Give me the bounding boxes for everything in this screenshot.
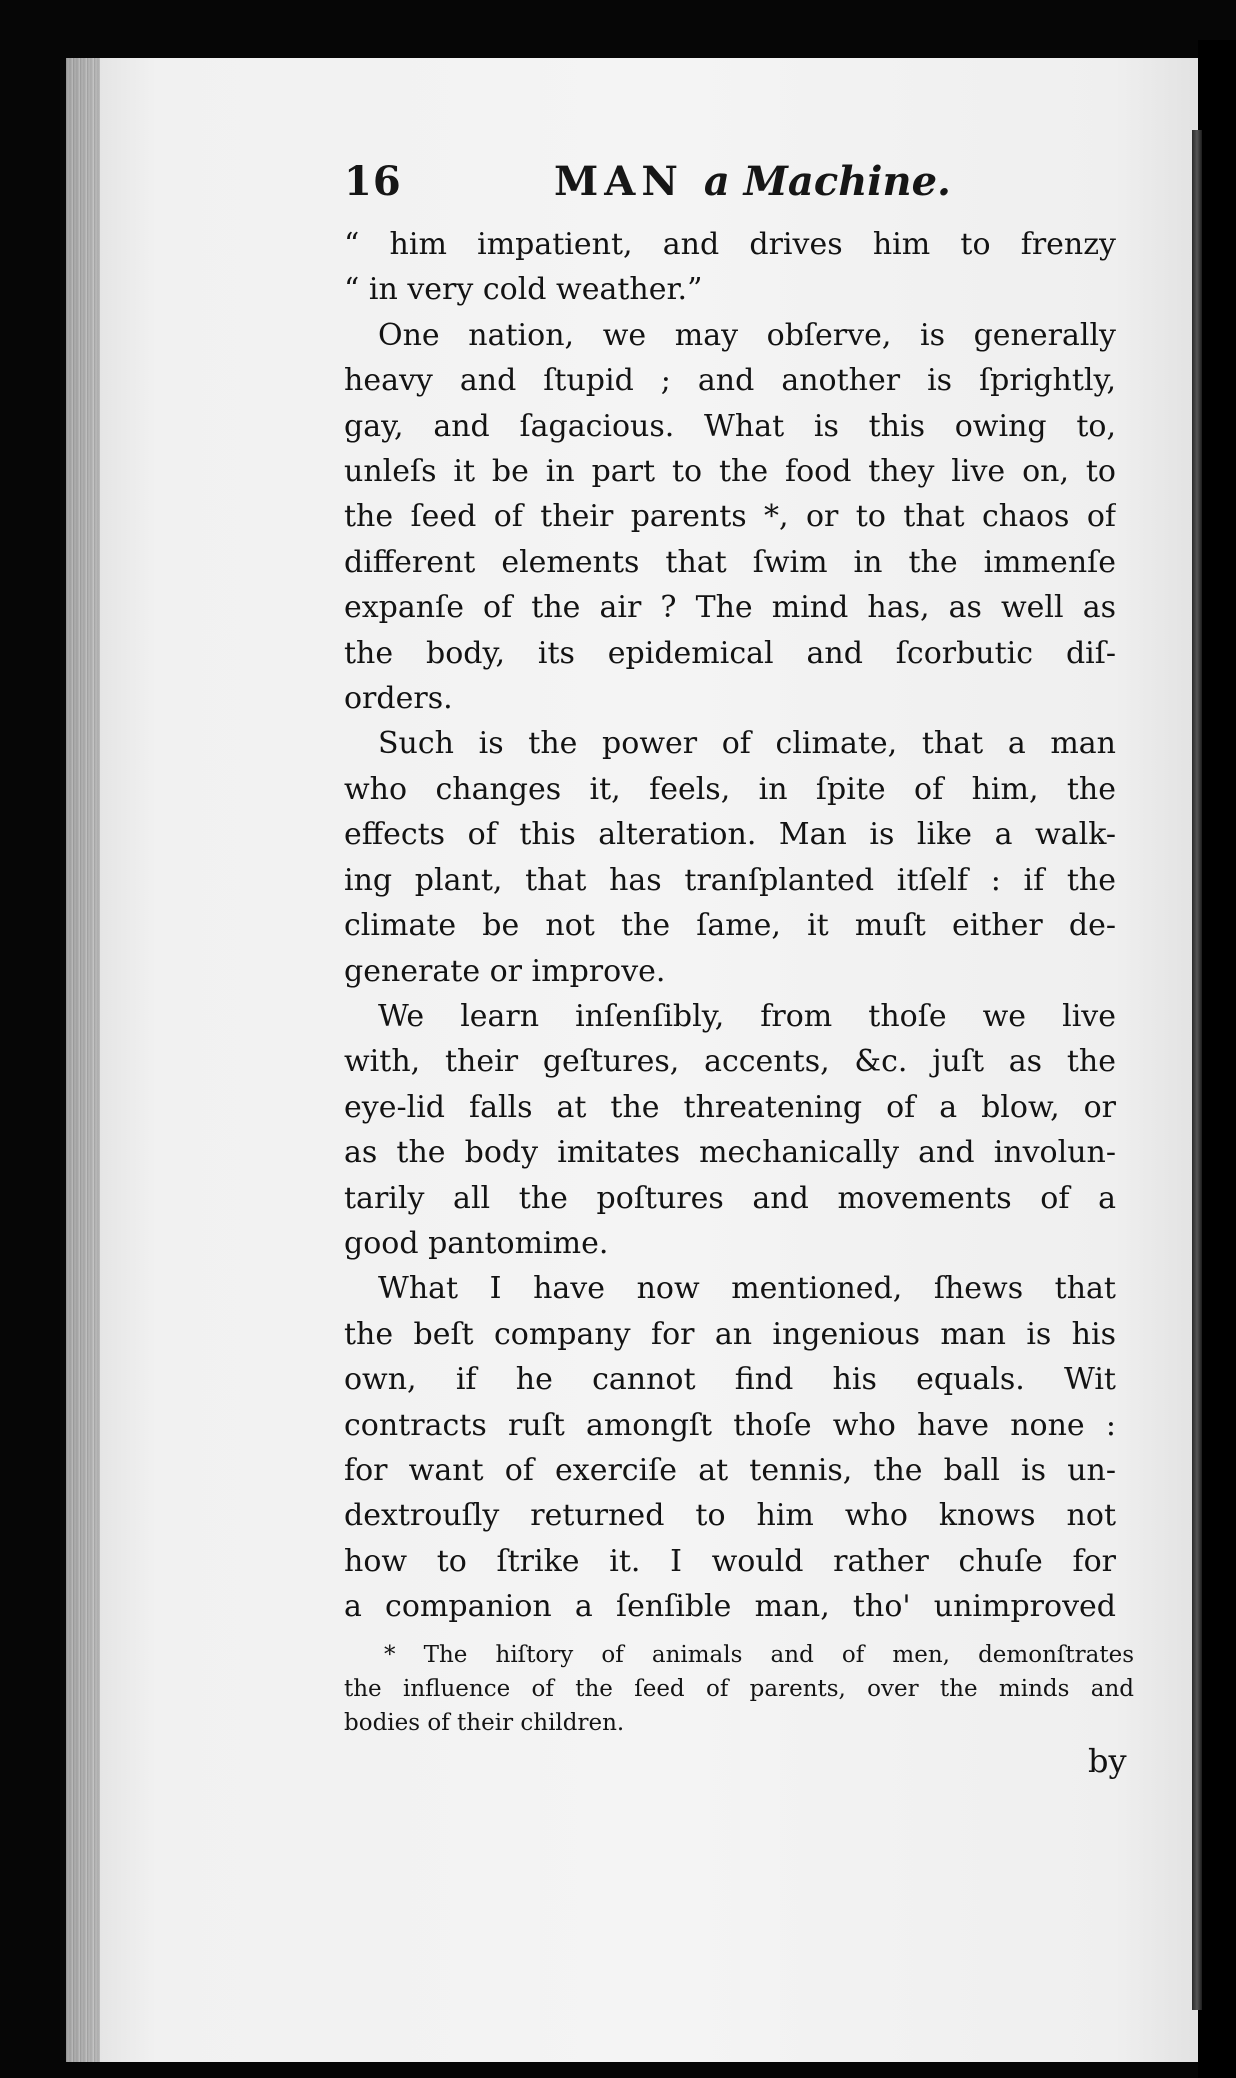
footnote-line: the influence of the ſeed of parents, over the minds and (344, 1676, 1134, 1702)
text-line: expanſe of the air ? The mind has, as well as (344, 590, 1116, 626)
text-line: effects of this alteration. Man is like a walk- (344, 817, 1116, 853)
text-line: Such is the power of climate, that a man (378, 726, 1116, 762)
text-line: “ him impatient, and drives him to frenzy (344, 227, 1116, 262)
text-line: a companion a ſenſible man, tho' unimproved (344, 1589, 1116, 1625)
text-line: the ſeed of their parents *, or to that chaos of (344, 499, 1116, 535)
page-gutter-edge (66, 58, 100, 2062)
text-line: heavy and ſtupid ; and another is ſprightly, (344, 363, 1116, 399)
page-number: 16 (344, 158, 402, 205)
catchword: by (1088, 1742, 1127, 1780)
body-text (344, 222, 1116, 1630)
text-line: tarily all the poſtures and movements of a (344, 1180, 1116, 1216)
text-line: We learn inſenſibly, from thoſe we live (378, 998, 1116, 1034)
footnote-line: bodies of their children. (344, 1710, 625, 1736)
text-line: What I have now mentioned, ſhews that (378, 1271, 1116, 1307)
text-line: “ in very cold weather.” (344, 272, 703, 308)
text-line: the beſt company for an ingenious man is his (344, 1316, 1116, 1352)
text-line: orders. (344, 681, 453, 717)
text-line: for want of exerciſe at tennis, the ball is un- (344, 1452, 1116, 1488)
text-line: own, if he cannot find his equals. Wit (344, 1362, 1116, 1398)
adjacent-page-edge (1192, 130, 1202, 2010)
running-title-caps: MAN (554, 158, 684, 205)
running-title (554, 158, 951, 205)
text-line: who changes it, feels, in ſpite of him, the (344, 771, 1116, 807)
scan-right-border (1198, 40, 1236, 2078)
text-line: dextrouſly returned to him who knows not (344, 1498, 1116, 1534)
text-line: with, their geſtures, accents, &c. juſt as the (344, 1044, 1116, 1080)
footnote (344, 1638, 1134, 1740)
text-line: different elements that ſwim in the immenſe (344, 544, 1116, 580)
text-line: as the body imitates mechanically and involun- (344, 1135, 1116, 1171)
text-line: One nation, we may obſerve, is generally (378, 317, 1116, 353)
text-line: generate or improve. (344, 953, 666, 989)
text-line: how to ſtrike it. I would rather chuſe for (344, 1543, 1116, 1579)
text-line: eye-lid falls at the threatening of a blow, or (344, 1089, 1116, 1125)
footnote-line: * The hiſtory of animals and of men, demonſtrates (384, 1642, 1134, 1668)
text-line: good pantomime. (344, 1225, 609, 1261)
text-line: gay, and ſagacious. What is this owing to, (344, 408, 1116, 444)
text-line: climate be not the ſame, it muſt either de- (344, 908, 1116, 944)
running-head (344, 158, 1124, 218)
running-title-italic: a Machine. (703, 158, 951, 205)
text-line: the body, its epidemical and ſcorbutic diſ- (344, 635, 1116, 671)
text-line: unleſs it be in part to the food they live on, to (344, 454, 1116, 490)
text-line: ing plant, that has tranſplanted itſelf : if the (344, 862, 1116, 898)
text-line: contracts ruſt amongſt thoſe who have none : (344, 1407, 1116, 1443)
